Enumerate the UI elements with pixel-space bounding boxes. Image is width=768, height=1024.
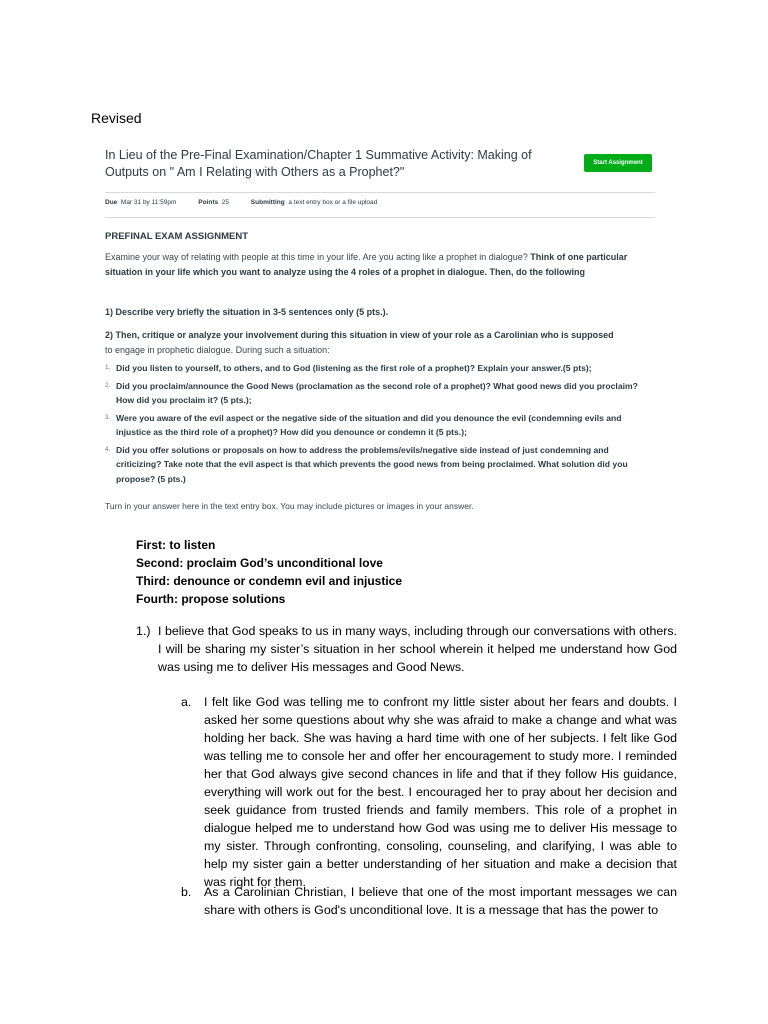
question-list	[105, 361, 653, 489]
list-text: Were you aware of the evil aspect or the negative side of the situation and did you denounce the evil (condemning evils and injustice as the third role of a prophet)? How did you denounce or condemn it (5 pts.);	[116, 412, 622, 437]
answer-paragraph	[136, 622, 677, 676]
due-label: Due	[105, 199, 118, 206]
role-first: First: to listen	[136, 538, 216, 552]
list-item	[105, 361, 653, 376]
list-text: Did you listen to yourself, to others, and to God (listening as the first role of a prophet)? Explain your answer.(5 pts);	[116, 363, 592, 373]
answer-label: 1.)	[136, 624, 151, 638]
revised-label: Revised	[91, 110, 142, 126]
assignment-heading: PREFINAL EXAM ASSIGNMENT	[105, 231, 249, 242]
assignment-screenshot	[97, 138, 658, 518]
list-number: 3.	[105, 413, 111, 421]
item-2-plain: to engage in prophetic dialogue. During such a situation:	[105, 345, 330, 355]
list-item	[105, 379, 653, 408]
due-value: Mar 31 by 11:59pm	[120, 199, 177, 206]
roles-list	[136, 536, 402, 608]
sub-label: a.	[181, 695, 192, 709]
intro-bold: Think of one particular situation in your life which you want to analyze using the 4 roles of a prophet in dialogue. Then, do the following	[105, 252, 628, 277]
sub-text: I felt like God was telling me to confront my little sister about her fears and doubts. I asked her some questions about why she was afraid to make a change and what was holding her back. She was having a hard time with one of her subjects. I felt like God was telling me to console her and offer her encouragement to study more. I reminded her that God always give second chances in life and that if they follow His guidance, everything will work out for the best. I encouraged her to pray about her decision and seek guidance from trusted friends and family members. This role of a prophet in dialogue helped me to understand how God was using me to deliver His message to my sister. Through confronting, consoling, counseling, and clarifying, I was able to help my sister gain a better understanding of her situation and make a decision that was right for them.	[204, 695, 677, 889]
submitting-label: Submitting	[250, 199, 285, 206]
answer-sub-b	[181, 883, 677, 919]
answer-text: I believe that God speaks to us in many ways, including through our conversations with others. I will be sharing my sister’s situation in her school wherein it helped me understand how God was using me to deliver His messages and Good News.	[158, 624, 677, 674]
assignment-intro	[105, 250, 653, 280]
assignment-meta	[105, 199, 397, 206]
intro-plain: Examine your way of relating with people at this time in your life. Are you acting like a prophet in dialogue?	[105, 252, 528, 262]
item-1-text: 1) Describe very briefly the situation in 3-5 sentences only (5 pts.).	[105, 307, 389, 317]
list-number: 1.	[105, 364, 111, 371]
list-number: 2.	[105, 381, 111, 389]
list-item	[105, 443, 653, 487]
assignment-footer: Turn in your answer here in the text entry box. You may include pictures or images in your answer.	[105, 501, 474, 511]
assignment-item-2	[105, 328, 653, 358]
list-number: 4.	[105, 445, 111, 453]
role-third: Third: denounce or condemn evil and injustice	[136, 574, 403, 588]
role-fourth: Fourth: propose solutions	[136, 592, 286, 606]
divider	[105, 217, 655, 218]
role-second: Second: proclaim God’s unconditional love	[136, 556, 383, 570]
list-item	[105, 411, 653, 440]
assignment-title: In Lieu of the Pre-Final Examination/Chapter 1 Summative Activity: Making of Outputs on " Am I Relating with Others as a Prophet?"	[105, 148, 532, 179]
item-2-bold: 2) Then, critique or analyze your involvement during this situation in view of your role as a Carolinian who is supposed	[105, 330, 614, 340]
start-assignment-button[interactable]: Start Assignment	[584, 154, 652, 172]
points-label: Points	[198, 199, 219, 206]
submitting-value: a text entry box or a file upload	[288, 199, 378, 206]
sub-label: b.	[181, 885, 192, 899]
points-value: 25	[221, 199, 229, 206]
sub-text: As a Carolinian Christian, I believe that one of the most important messages we can share with others is God's unconditional love. It is a message that has the power to	[204, 885, 677, 917]
list-text: Did you proclaim/announce the Good News (proclamation as the second role of a prophet)? What good news did you proclaim? How did you proclaim it? (5 pts.);	[116, 380, 638, 405]
answer-sub-a	[181, 693, 677, 891]
assignment-item-1	[105, 305, 653, 320]
divider	[105, 192, 655, 193]
list-text: Did you offer solutions or proposals on how to address the problems/evils/negative side instead of just condemning and criticizing? Take note that the evil aspect is that which prevents the good news from being proclaimed. What solution did you propose? (5 pts.)	[116, 444, 628, 484]
